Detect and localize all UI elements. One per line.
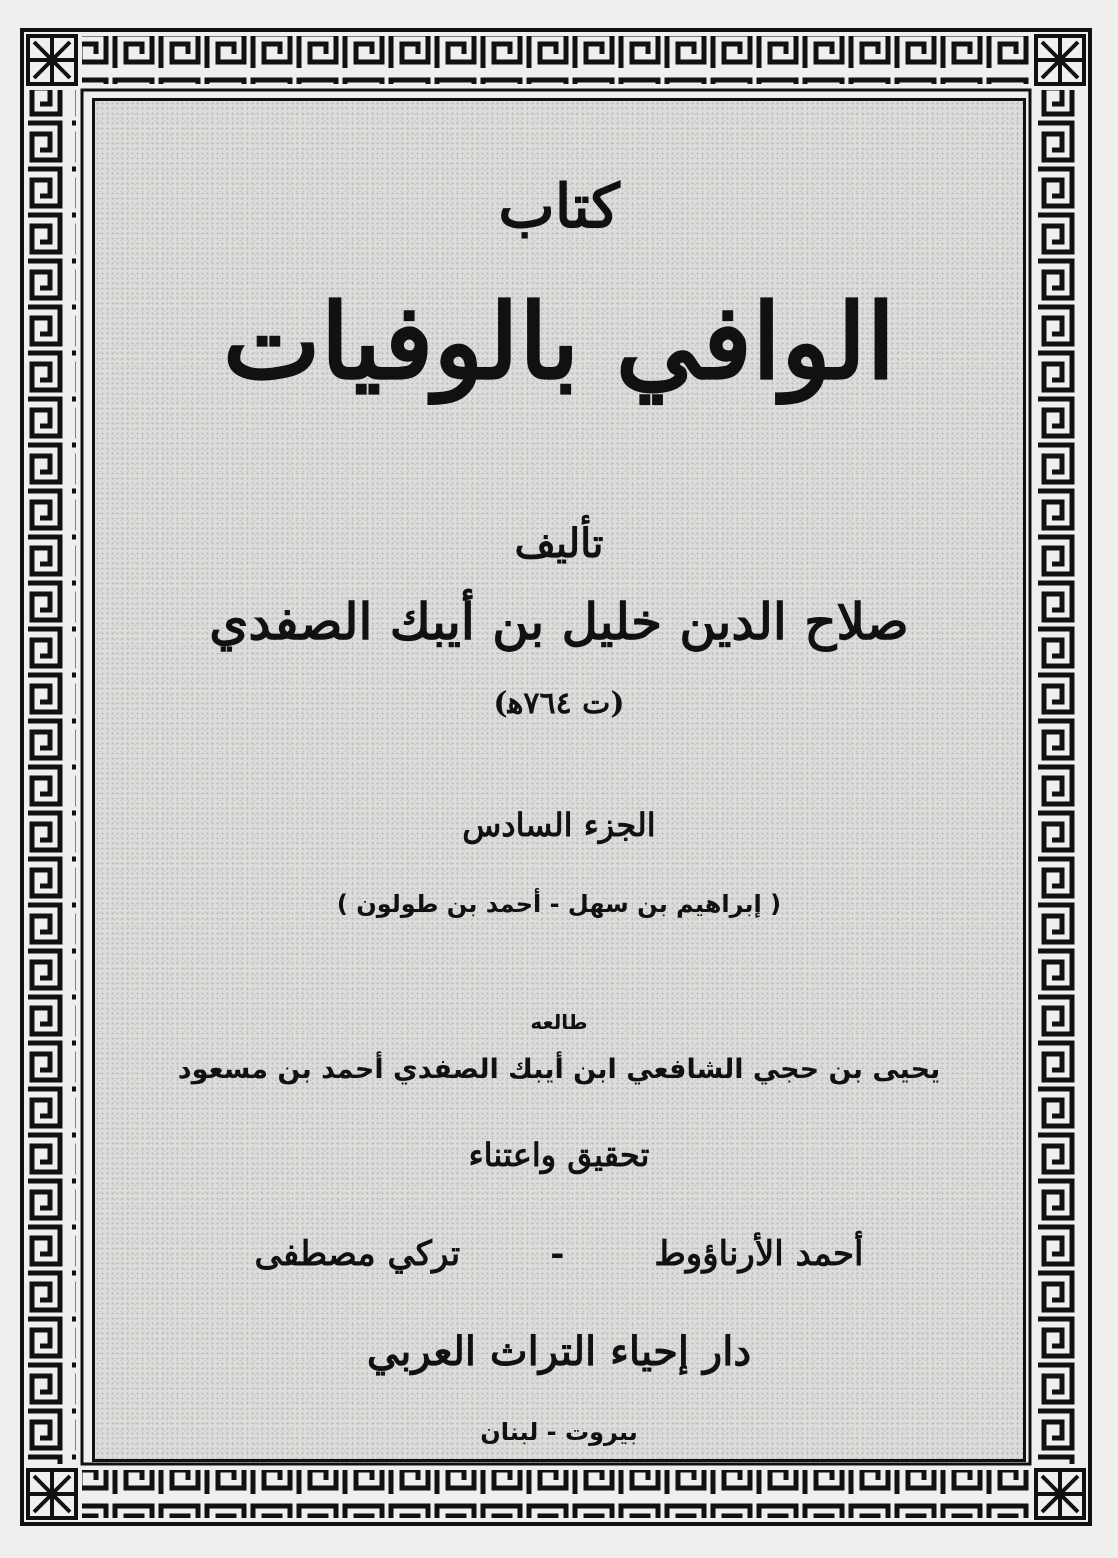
volume-label: الجزء السادس: [462, 806, 656, 844]
publisher-name: دار إحياء التراث العربي: [366, 1328, 752, 1375]
volume-range: ( إبراهيم بن سهل - أحمد بن طولون ): [336, 890, 782, 918]
author-name: صلاح الدين خليل بن أيبك الصفدي: [209, 592, 909, 651]
editor-left: تركي مصطفى: [254, 1234, 461, 1274]
editor-right: أحمد الأرناؤوط: [654, 1234, 864, 1274]
editor-separator: -: [550, 1234, 565, 1274]
edition-label: تحقيق واعتناء: [468, 1136, 650, 1174]
death-date: (ت ٧٦٤ﻫ): [493, 686, 625, 721]
publisher-city: بيروت - لبنان: [480, 1418, 638, 1446]
copyists-line: يحيى بن حجي الشافعي ابن أيبك الصفدي أحمد بن مسعود: [177, 1054, 941, 1085]
book-word: كتاب: [498, 172, 620, 242]
authorship-label: تأليف: [514, 520, 604, 567]
book-title: الوافي بالوفيات: [222, 280, 896, 403]
reviewed-by-label: طالعه: [530, 1010, 588, 1034]
editors-line: [92, 1234, 1026, 1274]
